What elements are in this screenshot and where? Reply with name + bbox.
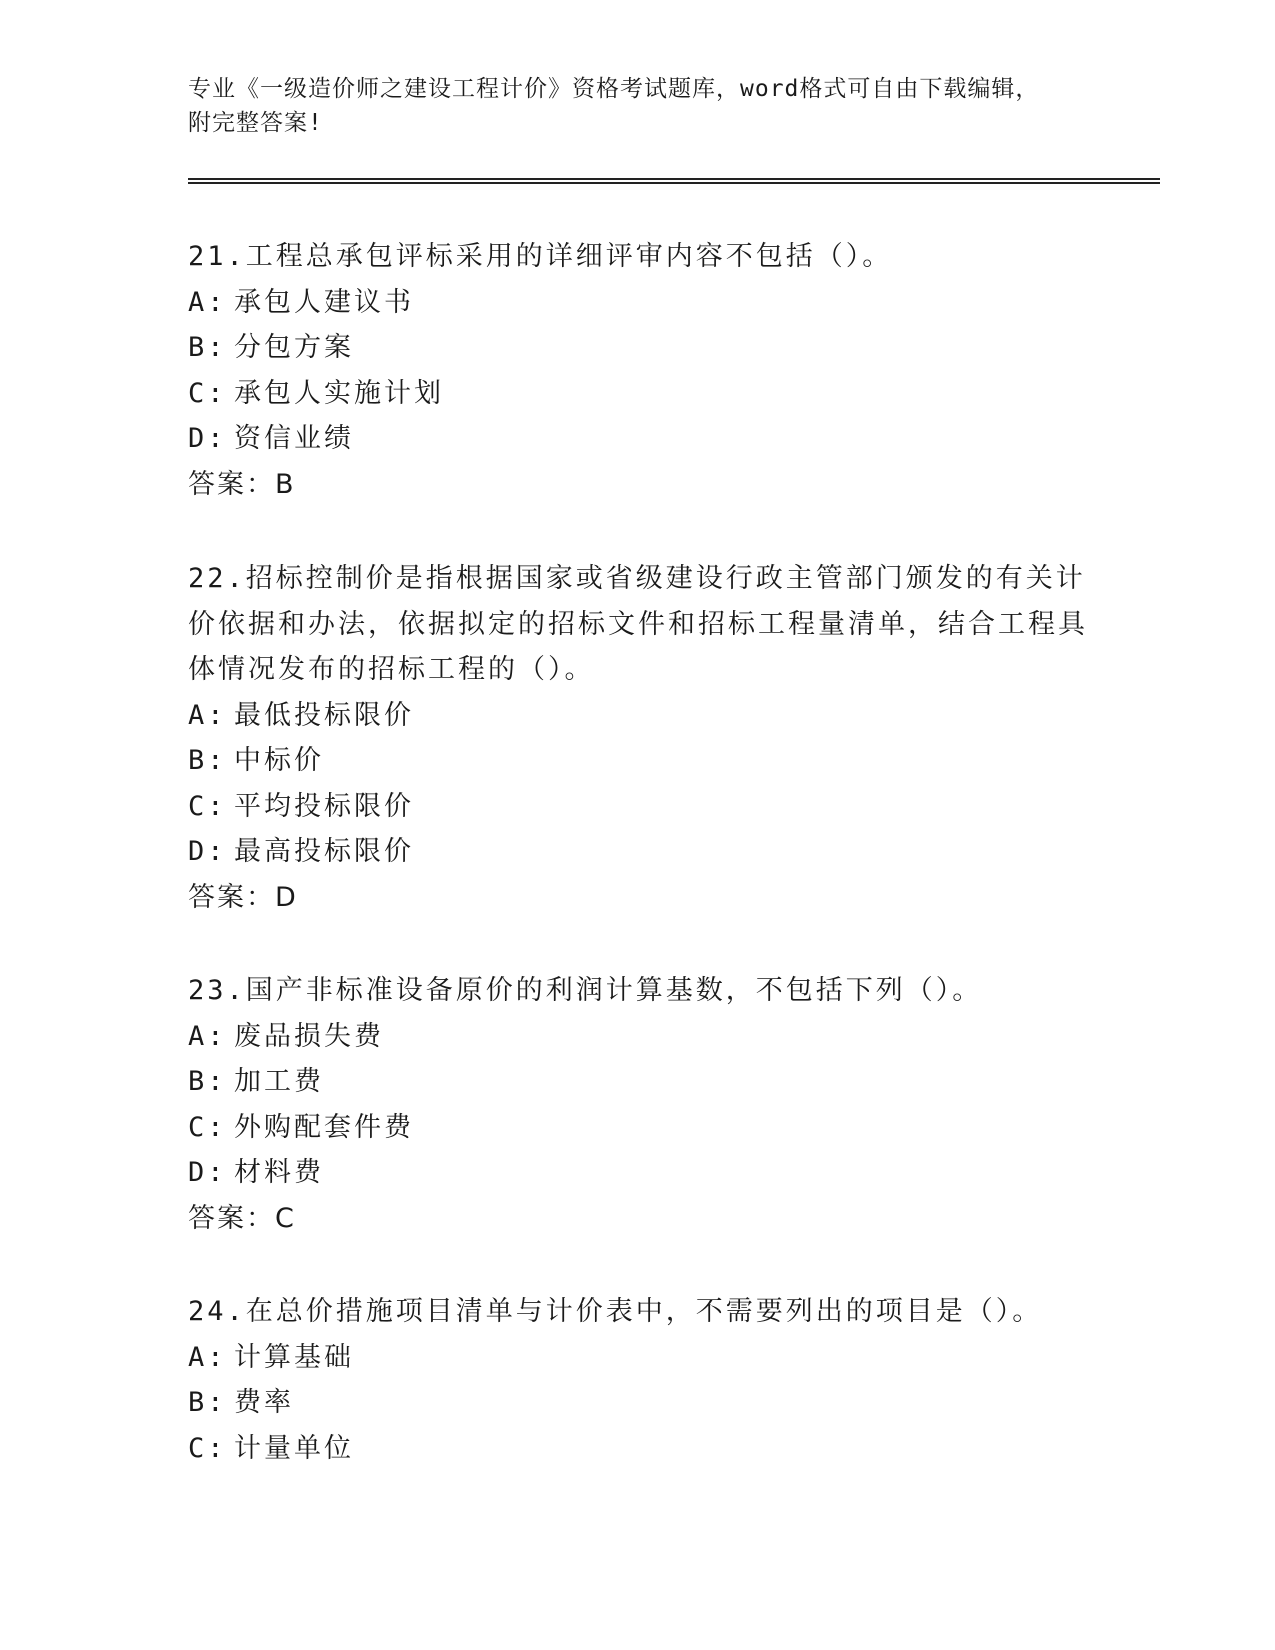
option-d xyxy=(188,829,1088,875)
answer-line xyxy=(188,462,1088,508)
option-list xyxy=(188,1014,1088,1196)
option-key: D: xyxy=(188,836,227,867)
answer-line xyxy=(188,1196,1088,1242)
option-key: A: xyxy=(188,699,227,731)
answer-label: 答案： xyxy=(188,881,275,913)
option-key: A: xyxy=(188,1341,227,1373)
question-text: 23.国产非标准设备原价的利润计算基数，不包括下列（）。 xyxy=(188,975,983,1006)
option-text: 加工费 xyxy=(234,1066,324,1097)
header-line-2: 附完整答案! xyxy=(188,110,323,136)
option-a xyxy=(188,1014,1088,1060)
option-key: A: xyxy=(188,1020,227,1052)
answer-line xyxy=(188,875,1088,921)
option-key: C: xyxy=(188,790,227,822)
answer-value: C xyxy=(275,1202,296,1234)
option-a xyxy=(188,1335,1088,1381)
option-key: D: xyxy=(188,1157,227,1188)
option-text: 废品损失费 xyxy=(234,1020,384,1052)
option-key: C: xyxy=(188,1432,227,1464)
header-divider xyxy=(188,178,1160,184)
option-text: 承包人实施计划 xyxy=(234,377,444,409)
option-list xyxy=(188,1335,1088,1472)
option-b xyxy=(188,1380,1088,1426)
option-key: D: xyxy=(188,423,227,454)
option-text: 资信业绩 xyxy=(234,423,354,454)
option-text: 计量单位 xyxy=(234,1432,354,1464)
option-key: A: xyxy=(188,286,227,318)
option-key: B: xyxy=(188,1387,227,1418)
question-22 xyxy=(188,556,1088,920)
option-key: B: xyxy=(188,332,227,363)
question-21 xyxy=(188,234,1088,507)
option-c xyxy=(188,1426,1088,1472)
option-text: 最高投标限价 xyxy=(234,836,414,867)
question-23 xyxy=(188,968,1088,1241)
option-text: 分包方案 xyxy=(234,332,354,363)
option-list xyxy=(188,693,1088,875)
header-line-1: 专业《一级造价师之建设工程计价》资格考试题库，word格式可自由下载编辑， xyxy=(188,76,1040,102)
question-text: 24.在总价措施项目清单与计价表中，不需要列出的项目是（）。 xyxy=(188,1296,1043,1327)
option-c xyxy=(188,1105,1088,1151)
option-c xyxy=(188,371,1088,417)
answer-label: 答案： xyxy=(188,1202,275,1234)
option-text: 平均投标限价 xyxy=(234,790,414,822)
option-text: 计算基础 xyxy=(234,1341,354,1373)
option-list xyxy=(188,280,1088,462)
option-key: C: xyxy=(188,377,227,409)
option-key: B: xyxy=(188,1066,227,1097)
option-text: 中标价 xyxy=(234,745,324,776)
option-d xyxy=(188,1150,1088,1196)
option-a xyxy=(188,280,1088,326)
option-key: B: xyxy=(188,745,227,776)
option-text: 材料费 xyxy=(234,1157,324,1188)
option-text: 承包人建议书 xyxy=(234,286,414,318)
question-text: 21.工程总承包评标采用的详细评审内容不包括（）。 xyxy=(188,241,893,272)
option-d xyxy=(188,416,1088,462)
option-text: 外购配套件费 xyxy=(234,1111,414,1143)
answer-label: 答案： xyxy=(188,468,275,500)
option-key: C: xyxy=(188,1111,227,1143)
question-24 xyxy=(188,1289,1088,1471)
answer-value: D xyxy=(275,881,298,913)
option-b xyxy=(188,1059,1088,1105)
option-b xyxy=(188,325,1088,371)
option-b xyxy=(188,738,1088,784)
answer-value: B xyxy=(275,468,296,500)
question-text: 22.招标控制价是指根据国家或省级建设行政主管部门颁发的有关计价依据和办法，依据拟定的招标文件和招标工程量清单，结合工程具体情况发布的招标工程的（）。 xyxy=(188,563,1088,685)
option-text: 最低投标限价 xyxy=(234,699,414,731)
document-header xyxy=(188,72,1088,140)
option-c xyxy=(188,784,1088,830)
option-text: 费率 xyxy=(234,1387,294,1418)
option-a xyxy=(188,693,1088,739)
